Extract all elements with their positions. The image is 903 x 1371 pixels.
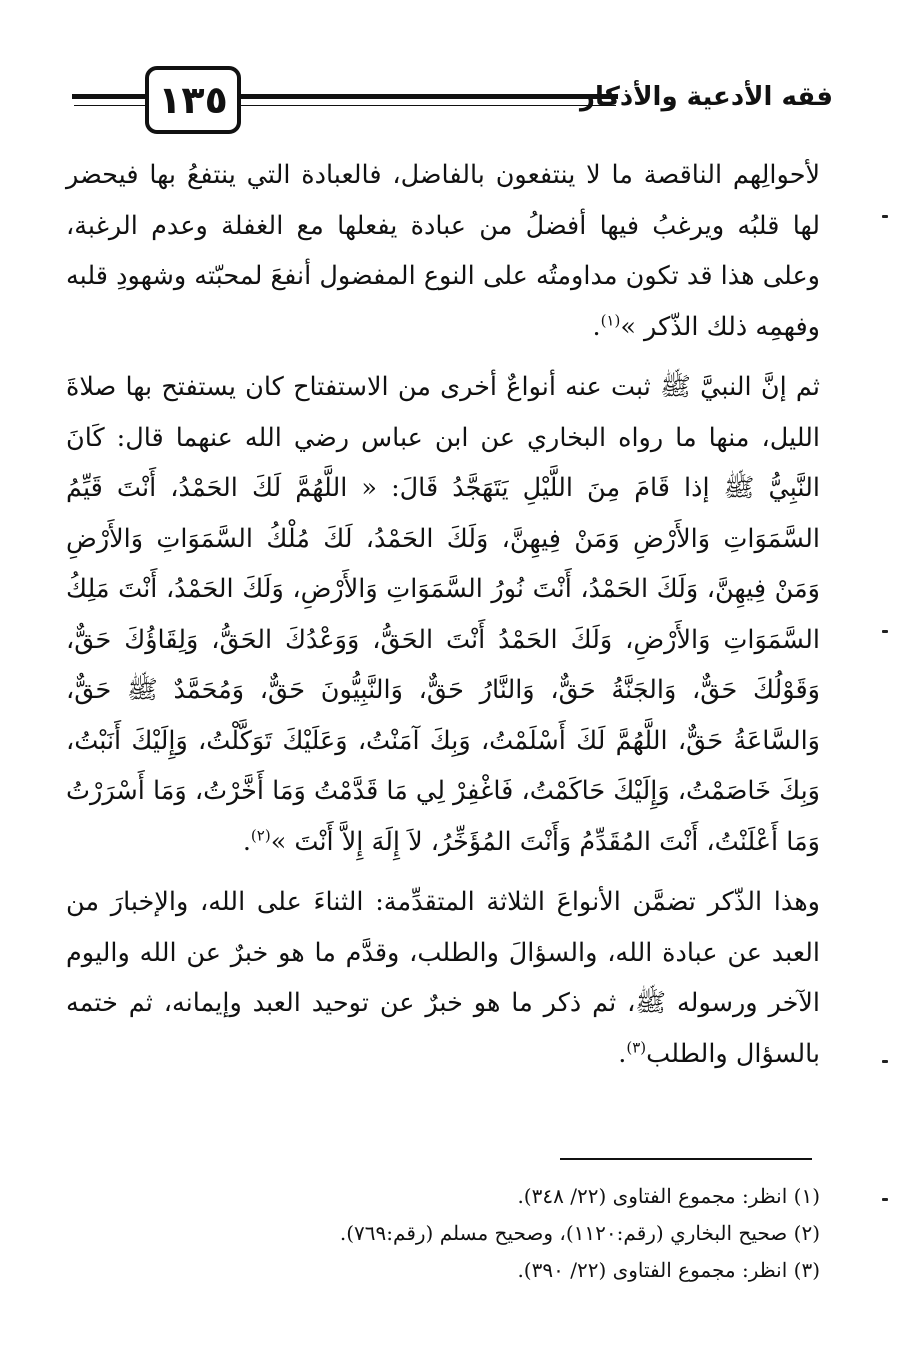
paragraph [66,150,820,352]
footnote: (١) انظر: مجموع الفتاوى (٢٢/ ٣٤٨). [517,1184,820,1208]
footnote-ref: (٣) [626,1038,647,1056]
margin-mark [882,215,888,218]
main-text [66,150,820,1079]
paragraph-end: . [242,826,251,857]
paragraph [66,877,820,1079]
footnote-ref: (١) [600,311,621,329]
margin-mark [882,1198,888,1201]
margin-mark [882,1060,888,1063]
footnote: (٣) انظر: مجموع الفتاوى (٢٢/ ٣٩٠). [517,1258,820,1282]
footnote-ref: (٢) [250,826,271,844]
paragraph-end: . [618,1038,627,1069]
paragraph-end: . [592,311,601,342]
header-rule-left [72,94,152,99]
running-title: فقه الأدعية والأذكار [580,82,833,112]
footnote-separator [560,1158,812,1160]
paragraph [66,362,820,867]
page-header [0,60,903,140]
paragraph-text: وهذا الذّكر تضمَّن الأنواعَ الثلاثة المتقدِّمة: الثناءَ على الله، والإخبارَ من العبد عن عبادة الله، والسؤالَ والطلب، وقدَّم ما هو خبرٌ عن الله واليوم الآخر ورسوله ﷺ، ثم ذكر ما هو خبرٌ عن توحيد العبد وإيمانه، ثم ختمه بالسؤال والطلب [66,887,820,1069]
paragraph-text: لأحوالِهم الناقصة ما لا ينتفعون بالفاضل، فالعبادة التي ينتفعُ بها فيحضر لها قلبُه ويرغبُ فيها أفضلُ من عبادة يفعلها مع الغفلة وعدم الرغبة، وعلى هذا قد تكون مداومتُه على النوع المفضول أنفعَ لمحبّته وشهودِ قلبه وفهمِه ذلك الذّكر » [66,160,820,342]
paragraph-text: ثم إنَّ النبيَّ ﷺ ثبت عنه أنواعٌ أخرى من الاستفتاح كان يستفتح بها صلاةَ الليل، منها ما رواه البخاري عن ابن عباس رضي الله عنهما قال: كَانَ النَّبِيُّ ﷺ إذا قَامَ مِنَ اللَّيْلِ يَتَهَجَّدُ قَالَ: « اللَّهُمَّ لَكَ الحَمْدُ، أَنْتَ قَيِّمُ السَّمَوَاتِ وَالأَرْضِ وَمَنْ فِيهِنَّ، وَلَكَ الحَمْدُ، لَكَ مُلْكُ السَّمَوَاتِ وَالأَرْضِ وَمَنْ فِيهِنَّ، وَلَكَ الحَمْدُ، أَنْتَ نُورُ السَّمَوَاتِ وَالأَرْضِ، وَلَكَ الحَمْدُ، أَنْتَ مَلِكُ السَّمَوَاتِ وَالأَرْضِ، وَلَكَ الحَمْدُ أَنْتَ الحَقُّ، وَوَعْدُكَ الحَقُّ، وَلِقَاؤُكَ حَقٌّ، وَقَوْلُكَ حَقٌّ، وَالجَنَّةُ حَقٌّ، وَالنَّارُ حَقٌّ، وَالنَّبِيُّونَ حَقٌّ، وَمُحَمَّدٌ ﷺ حَقٌّ، وَالسَّاعَةُ حَقٌّ، اللَّهُمَّ لَكَ أَسْلَمْتُ، وَبِكَ آمَنْتُ، وَعَلَيْكَ تَوَكَّلْتُ، وَإِلَيْكَ أَنَبْتُ، وَبِكَ خَاصَمْتُ، وَإِلَيْكَ حَاكَمْتُ، فَاغْفِرْ لِي مَا قَدَّمْتُ وَمَا أَخَّرْتُ، وَمَا أَسْرَرْتُ وَمَا أَعْلَنْتُ، أَنْتَ المُقَدِّمُ وَأَنْتَ المُؤَخِّرُ، لاَ إِلَهَ إِلاَّ أَنْتَ » [66,372,820,857]
footnotes [60,1178,820,1289]
page-number: ١٣٥ [145,66,241,134]
header-rule-right [228,94,618,99]
margin-mark [882,630,888,633]
footnote: (٢) صحيح البخاري (رقم:١١٢٠)، وصحيح مسلم (رقم:٧٦٩). [339,1221,820,1245]
